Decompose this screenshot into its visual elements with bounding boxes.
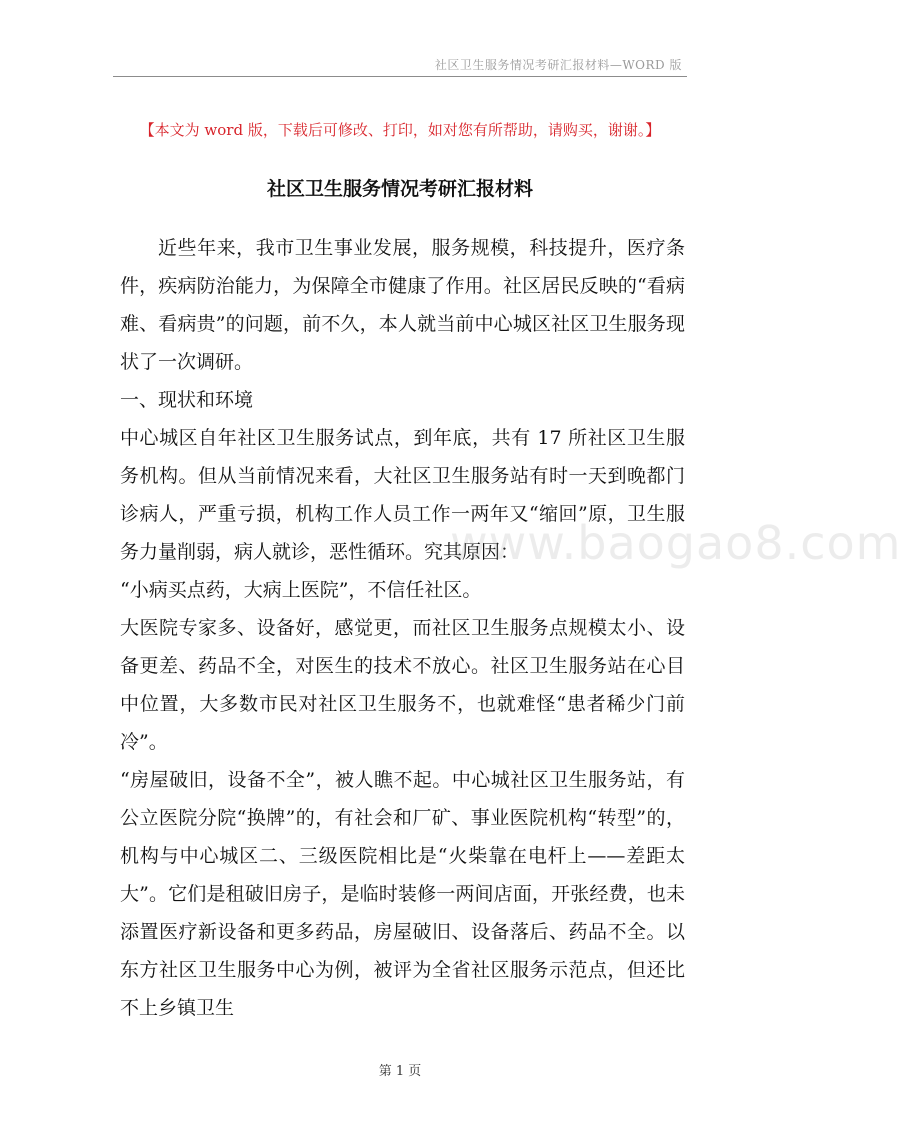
document-title: 社区卫生服务情况考研汇报材料 xyxy=(266,178,533,200)
paragraph: “小病买点药，大病上医院”，不信任社区。 xyxy=(120,579,482,601)
running-header: 社区卫生服务情况考研汇报材料—WORD 版 xyxy=(434,58,682,72)
section-heading: 一、现状和环境 xyxy=(120,389,254,411)
header-divider xyxy=(113,76,687,77)
watermark: www.baogao8.com xyxy=(450,516,901,570)
paragraph: 中心城区自年社区卫生服务试点，到年底，共有 17 所社区卫生服务机构。但从当前情况来看，大社区卫生服务站有时一天到晚都门诊病人，严重亏损，机构工作人员工作一两年又“缩回”原，卫生服务力量削弱，病人就诊，恶性循环。究其原因： xyxy=(120,427,685,563)
document-body xyxy=(120,229,685,1027)
page-number: 第 1 页 xyxy=(378,1064,422,1079)
paragraph: 大医院专家多、设备好，感觉更，而社区卫生服务点规模太小、设备更差、药品不全，对医生的技术不放心。社区卫生服务站在心目中位置，大多数市民对社区卫生服务不，也就难怪“患者稀少门前冷”。 xyxy=(120,617,685,753)
paragraph: “房屋破旧，设备不全”，被人瞧不起。中心城社区卫生服务站，有公立医院分院“换牌”的，有社会和厂矿、事业医院机构“转型”的，机构与中心城区二、三级医院相比是“火柴靠在电杆上——差距太大”。它们是租破旧房子，是临时装修一两间店面，开张经费，也未添置医疗新设备和更多药品，房屋破旧、设备落后、药品不全。以东方社区卫生服务中心为例，被评为全省社区服务示范点，但还比不上乡镇卫生 xyxy=(120,769,685,1019)
paragraph-intro: 近些年来，我市卫生事业发展，服务规模，科技提升，医疗条件，疾病防治能力，为保障全市健康了作用。社区居民反映的“看病难、看病贵”的问题，前不久，本人就当前中心城区社区卫生服务现状了一次调研。 xyxy=(120,237,685,373)
download-notice: 【本文为 word 版，下载后可修改、打印，如对您有所帮助，请购买，谢谢。】 xyxy=(139,121,661,139)
